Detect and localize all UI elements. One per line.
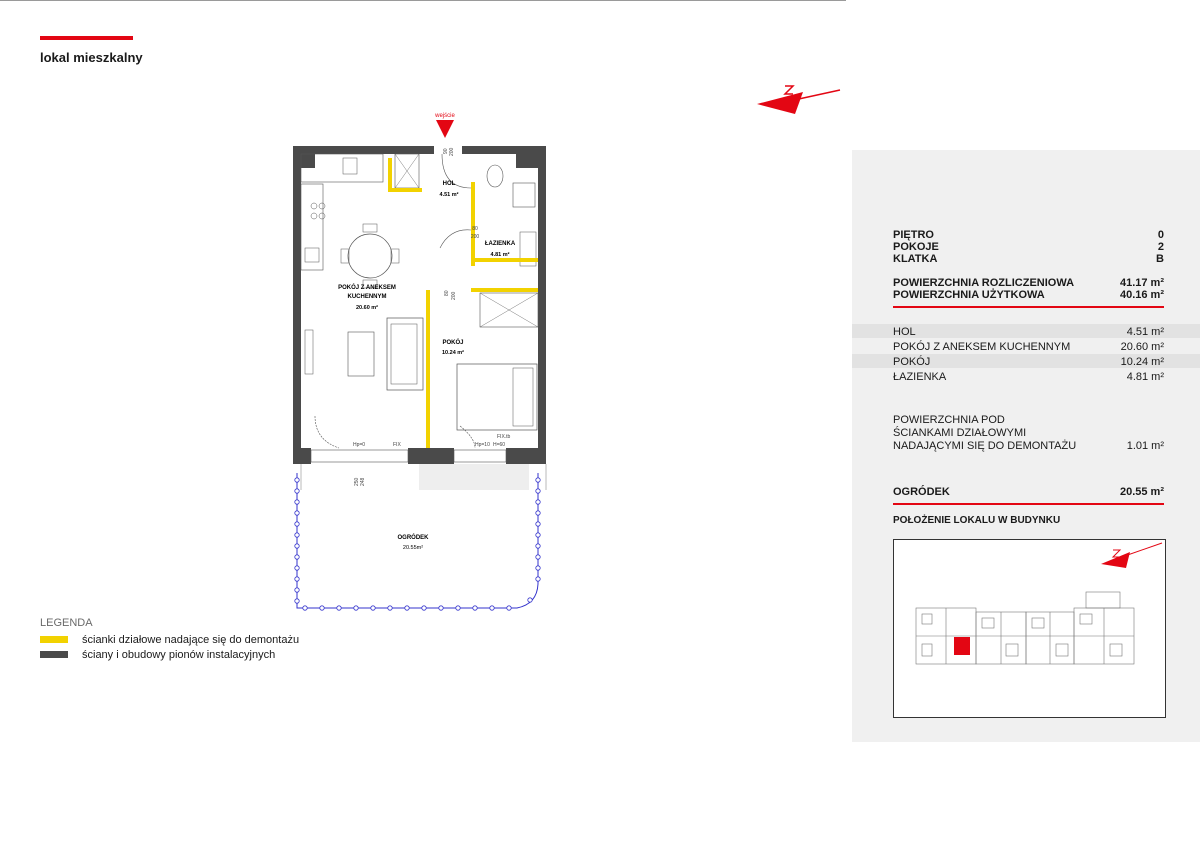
- garden-boundary-marker: [295, 533, 299, 537]
- garden-boundary-marker: [473, 606, 477, 610]
- garden-boundary-marker: [536, 478, 540, 482]
- svg-text:90: 90: [443, 148, 449, 154]
- garden-boundary-marker: [507, 606, 511, 610]
- section-divider: [893, 306, 1164, 308]
- garden-boundary-marker: [536, 544, 540, 548]
- garden-boundary-marker: [295, 522, 299, 526]
- garden-boundary-marker: [528, 598, 532, 602]
- info-panel: [852, 150, 1200, 742]
- garden-boundary-marker: [388, 606, 392, 610]
- room-area: 4.51 m²: [439, 192, 459, 198]
- entrance-label: wejście: [435, 113, 455, 119]
- demolishable-walls: [388, 158, 538, 448]
- svg-text:80: 80: [472, 226, 478, 232]
- garden-boundary-marker: [295, 511, 299, 515]
- north-arrow-icon: [1101, 543, 1162, 568]
- garden-boundary-marker: [536, 489, 540, 493]
- room-label: POKÓJ Z ANEKSEM: [338, 285, 396, 291]
- svg-text:80: 80: [444, 290, 450, 296]
- room-row: POKÓJ 10.24 m²: [893, 356, 1164, 368]
- garden-boundary-marker: [295, 489, 299, 493]
- garden-boundary-marker: [320, 606, 324, 610]
- info-pod-scianami: POWIERZCHNIA POD ŚCIANKAMI DZIAŁOWYMI NADAJĄCYMI SIĘ DO DEMONTAŻU 1.01 m²: [893, 414, 1164, 452]
- garden-boundary-marker: [439, 606, 443, 610]
- svg-text:H=60: H=60: [493, 442, 506, 448]
- garden-boundary-marker: [536, 566, 540, 570]
- garden-boundary-marker: [337, 606, 341, 610]
- info-pow-uzyt: POWIERZCHNIA UŻYTKOWA 40.16 m²: [893, 289, 1164, 301]
- info-pow-rozl: POWIERZCHNIA ROZLICZENIOWA 41.17 m²: [893, 277, 1164, 289]
- garden-boundary-marker: [295, 566, 299, 570]
- unit-highlight: [954, 637, 970, 655]
- garden-label: OGRÓDEK: [397, 535, 429, 541]
- svg-text:FIX: FIX: [393, 442, 401, 448]
- info-klatka: KLATKA B: [893, 253, 1164, 265]
- garden-boundary-marker: [371, 606, 375, 610]
- room-area: 10.24 m²: [441, 350, 465, 356]
- floor-plan: [285, 108, 565, 620]
- page-title: lokal mieszkalny: [40, 50, 143, 65]
- exterior-walls: [293, 146, 546, 464]
- room-row: POKÓJ Z ANEKSEM KUCHENNYM 20.60 m²: [893, 341, 1164, 353]
- room-label: ŁAZIENKA: [484, 241, 516, 247]
- room-label: HOL: [442, 181, 456, 187]
- top-divider: [0, 0, 846, 1]
- garden-boundary-marker: [536, 555, 540, 559]
- entrance-arrow-icon: [436, 120, 454, 138]
- legend: [40, 617, 299, 662]
- legend-swatch-demolish: [40, 636, 68, 643]
- garden-boundary-marker: [295, 555, 299, 559]
- room-area: 20.60 m²: [355, 305, 379, 311]
- svg-text:248: 248: [360, 477, 366, 486]
- garden-boundary-marker: [303, 606, 307, 610]
- info-pietro: PIĘTRO 0: [893, 229, 1164, 241]
- garden-boundary-marker: [295, 478, 299, 482]
- legend-item: ściany i obudowy pionów instalacyjnych: [40, 647, 299, 662]
- svg-text:200: 200: [451, 291, 457, 300]
- svg-text:250: 250: [354, 477, 360, 486]
- garden-boundary-marker: [536, 500, 540, 504]
- garden-boundary-marker: [295, 588, 299, 592]
- garden-boundary-marker: [405, 606, 409, 610]
- room-row: ŁAZIENKA 4.81 m²: [893, 371, 1164, 383]
- legend-title: LEGENDA: [40, 617, 93, 629]
- garden-boundary-marker: [536, 577, 540, 581]
- garden-boundary-marker: [295, 577, 299, 581]
- garden-boundary-marker: [490, 606, 494, 610]
- svg-text:Hp=10: Hp=10: [475, 442, 490, 448]
- garden-boundary-marker: [536, 522, 540, 526]
- svg-text:FIX.tb: FIX.tb: [497, 434, 511, 440]
- garden-boundary-marker: [295, 500, 299, 504]
- building-location-title: POŁOŻENIE LOKALU W BUDYNKU: [893, 515, 1061, 526]
- info-ogrodek: OGRÓDEK 20.55 m²: [893, 486, 1164, 498]
- room-area: 4.81 m²: [490, 252, 510, 258]
- north-arrow-icon: [755, 80, 845, 125]
- garden-boundary-marker: [295, 599, 299, 603]
- room-label: KUCHENNYM: [347, 294, 387, 300]
- room-label: POKÓJ: [442, 340, 464, 346]
- section-divider: [893, 503, 1164, 505]
- garden-boundary-marker: [295, 544, 299, 548]
- garden-boundary-marker: [422, 606, 426, 610]
- legend-swatch-fixed: [40, 651, 68, 658]
- building-minimap: [893, 539, 1166, 718]
- brand-bar: [40, 36, 133, 40]
- svg-text:200: 200: [449, 147, 455, 156]
- info-pokoje: POKOJE 2: [893, 241, 1164, 253]
- garden-area: 20.55m²: [402, 545, 424, 551]
- garden-boundary-marker: [536, 511, 540, 515]
- legend-item: ścianki działowe nadające się do demontażu: [40, 632, 299, 647]
- svg-text:Hp=0: Hp=0: [353, 442, 366, 448]
- room-row: HOL 4.51 m²: [893, 326, 1164, 338]
- garden-boundary-marker: [536, 533, 540, 537]
- garden-boundary-marker: [354, 606, 358, 610]
- garden-boundary-marker: [456, 606, 460, 610]
- svg-text:200: 200: [470, 234, 480, 240]
